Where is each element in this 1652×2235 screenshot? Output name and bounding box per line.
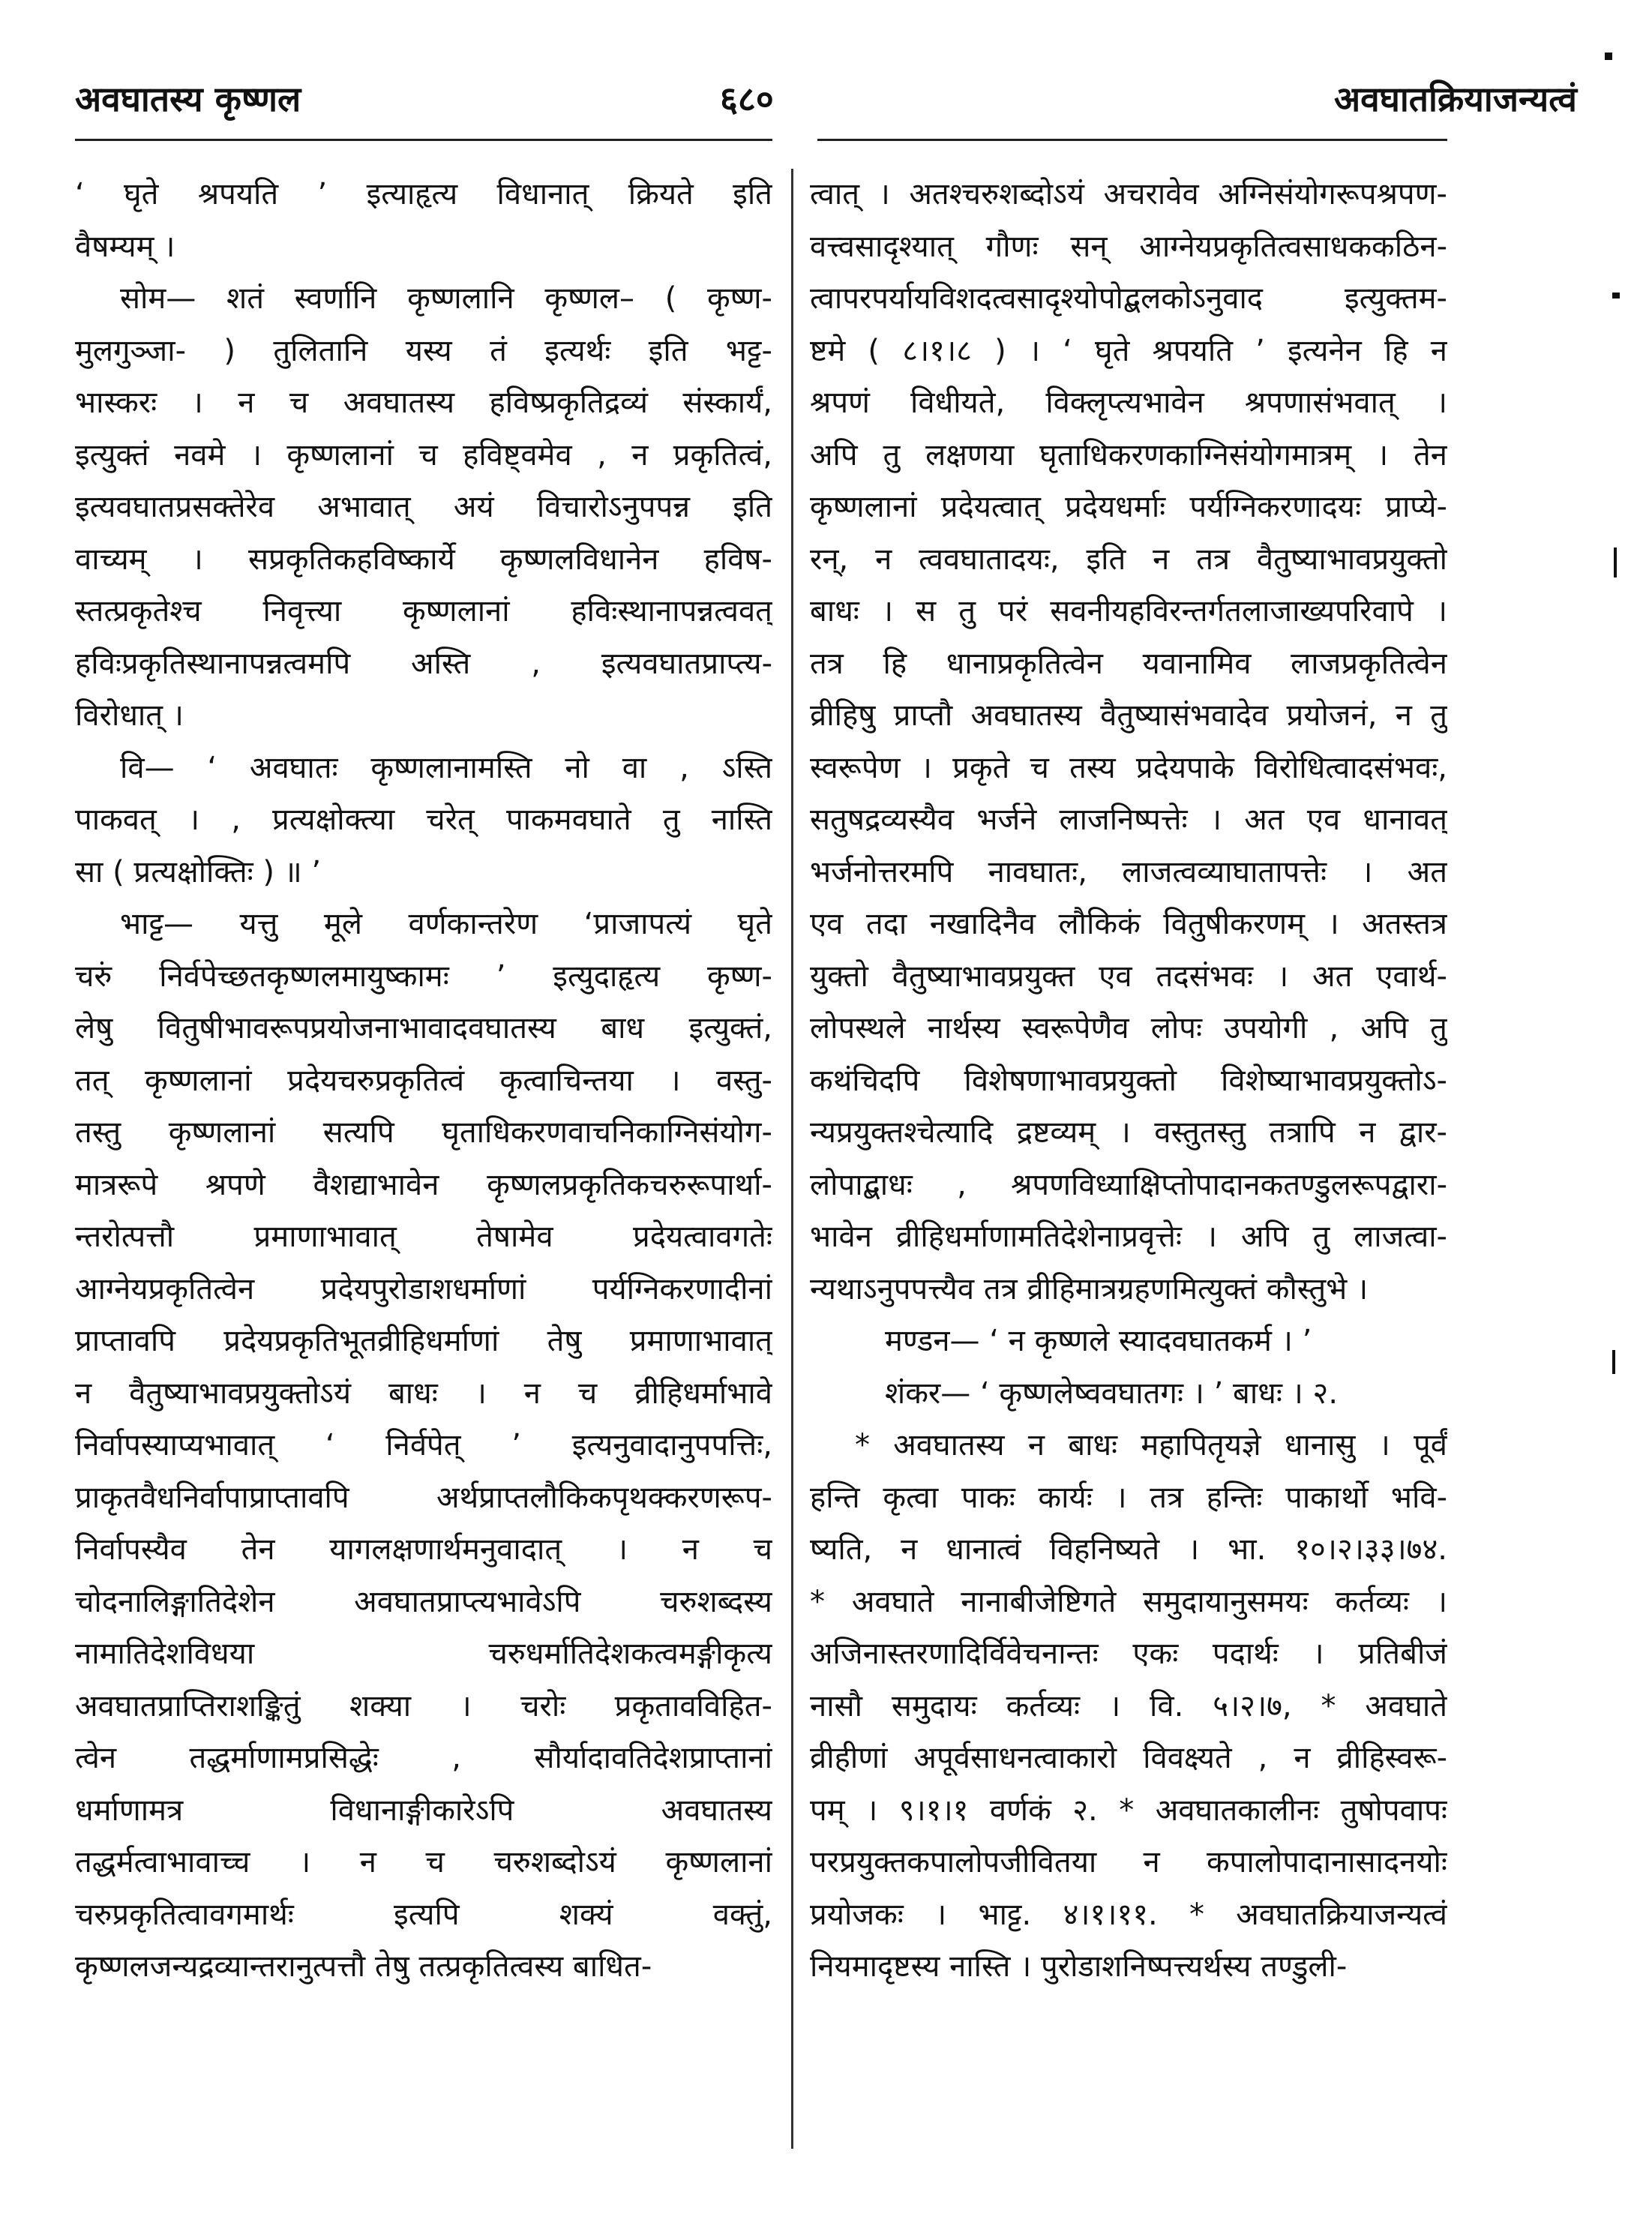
right-text-line: अजिनास्तरणादिर्विवेचनान्तः एकः पदार्थः । प्रतिबीजं <box>810 1636 1447 1671</box>
right-text-line: स्वरूपेण । प्रकृते च तस्य प्रदेयपाके विरोधित्वादसंभवः, <box>810 750 1447 785</box>
left-text-line: विरोधात् । <box>75 698 184 733</box>
left-text-line: इत्यवघातप्रसक्तेरेव अभावात् अयं विचारोऽनुपपन्न इति <box>75 490 772 524</box>
right-text-line: * अवघाते नानाबीजेष्टिगते समुदायानुसमयः कर्तव्यः । <box>810 1584 1447 1619</box>
right-text-line: व्रीहिषु प्राप्तौ अवघातस्य वैतुष्यासंभवादेव प्रयोजनं, न तु <box>810 698 1447 733</box>
left-text-line: भास्करः । न च अवघातस्य हविष्प्रकृतिद्रव्यं संस्कार्यं, <box>75 386 772 420</box>
left-text-line: अवघातप्राप्तिराशङ्कितुं शक्या । चरोः प्रकृतावविहित- <box>75 1688 772 1724</box>
right-text-line: युक्तो वैतुष्याभावप्रयुक्त एव तदसंभवः । अत एवार्थ- <box>810 958 1447 994</box>
left-text-line: तत् कृष्णलानां प्रदेयचरुप्रकृतित्वं कृत्वाचिन्तया । वस्तु- <box>75 1063 772 1098</box>
left-text-line: न वैतुष्याभावप्रयुक्तोऽयं बाधः । न च व्रीहिधर्माभावे <box>75 1376 772 1411</box>
right-text-line: परप्रयुक्तकपालोपजीवितया न कपालोपादानासादनयोः <box>810 1845 1447 1880</box>
left-text-line: तस्तु कृष्णलानां सत्यपि घृताधिकरणवाचनिकाग्निसंयोग- <box>75 1115 772 1150</box>
right-text-line: ष्टमे ( ८।१।८ ) । ‘ घृते श्रपयति ’ इत्यनेन हि न <box>810 333 1447 368</box>
left-text-line: नामातिदेशविधया चरुधर्मातिदेशकत्वमङ्गीकृत्य <box>75 1636 772 1671</box>
margin-mark <box>1612 1350 1615 1374</box>
page-number: ६८० <box>720 79 774 119</box>
left-text-line: धर्माणामत्र विधानाङ्गीकारेऽपि अवघातस्य <box>75 1792 772 1828</box>
left-text-line: मात्ररूपे श्रपणे वैशद्याभावेन कृष्णलप्रकृतिकचरुरूपार्था- <box>75 1167 772 1202</box>
left-text-line: मुलगुञ्जा- ) तुलितानि यस्य तं इत्यर्थः इति भट्ट- <box>75 333 772 368</box>
left-text-line: ‘ घृते श्रपयति ’ इत्याहृत्य विधानात् क्रियते इति <box>75 177 772 212</box>
left-text-line: चोदनालिङ्गातिदेशेन अवघातप्राप्त्यभावेऽपि चरुशब्दस्य <box>75 1584 772 1619</box>
right-text-line: शंकर— ‘ कृष्णलेष्ववघातगः । ’ बाधः । २. <box>885 1376 1339 1411</box>
right-text-line: कथंचिदपि विशेषणाभावप्रयुक्तो विशेष्याभावप्रयुक्तोऽ- <box>810 1063 1447 1098</box>
right-text-line: व्रीहीणां अपूर्वसाधनत्वाकारो विवक्ष्यते , न व्रीहिस्वरू- <box>810 1741 1447 1775</box>
right-text-line: न्यप्रयुक्तश्चेत्यादि द्रष्टव्यम् । वस्तुतस्तु तत्रापि न द्वार- <box>810 1115 1447 1150</box>
right-text-line: अपि तु लक्षणया घृताधिकरणकाग्निसंयोगमात्रम् । तेन <box>810 437 1447 472</box>
left-text-line: न्तरोत्पत्तौ प्रमाणाभावात् तेषामेव प्रदेयत्वावगतेः <box>75 1220 772 1254</box>
right-column <box>810 169 1447 1994</box>
header-rule-left <box>75 139 772 141</box>
left-text-line: लेषु वितुषीभावरूपप्रयोजनाभावादवघातस्य बाध इत्युक्तं, <box>75 1011 772 1046</box>
left-text-line: भाट्ट— यत्तु मूले वर्णकान्तरेण ‘प्राजापत्यं घृते <box>120 907 772 941</box>
running-head-left: अवघातस्य कृष्णल <box>75 79 301 119</box>
right-text-line: कृष्णलानां प्रदेयत्वात् प्रदेयधर्माः पर्यग्निकरणादयः प्राप्ये- <box>810 490 1447 524</box>
right-text-line: तत्र हि धानाप्रकृतित्वेन यवानामिव लाजप्रकृतित्वेन <box>810 646 1447 681</box>
left-text-line: चरुं निर्वपेच्छतकृष्णलमायुष्कामः ’ इत्युदाहृत्य कृष्ण- <box>75 958 772 994</box>
left-text-line: इत्युक्तं नवमे । कृष्णलानां च हविष्ट्वमेव , न प्रकृतित्वं, <box>75 437 772 472</box>
running-head-right: अवघातक्रियाजन्यत्वं <box>1333 79 1577 119</box>
left-text-line: वि— ‘ अवघातः कृष्णलानामस्ति नो वा , ऽस्ति <box>120 750 772 785</box>
left-text-line: वैषम्यम् । <box>75 229 175 264</box>
right-text-line: नियमादृष्टस्य नास्ति । पुरोडाशनिष्पत्त्यर्थस्य तण्डुली- <box>810 1949 1348 1984</box>
left-text-line: पाकवत् । , प्रत्यक्षोक्त्या चरेत् पाकमवघाते तु नास्ति <box>75 802 772 837</box>
margin-mark <box>1612 292 1620 298</box>
header-rule-right <box>817 139 1447 141</box>
left-text-line: कृष्णलजन्यद्रव्यान्तरानुत्पत्तौ तेषु तत्प्रकृतित्वस्य बाधित- <box>75 1949 652 1984</box>
left-text-line: प्राप्तावपि प्रदेयप्रकृतिभूतव्रीहिधर्माणां तेषु प्रमाणाभावात् <box>75 1324 772 1358</box>
left-text-line: स्तत्प्रकृतेश्च निवृत्त्या कृष्णलानां हविःस्थानापन्नत्ववत् <box>75 594 772 628</box>
right-text-line: वत्त्वसादृश्यात् गौणः सन् आग्नेयप्रकृतित्वसाधककठिन- <box>810 229 1447 264</box>
right-text-line: श्रपणं विधीयते, विक्लृप्त्यभावेन श्रपणासंभवात् । <box>810 386 1447 420</box>
left-column <box>75 169 772 1994</box>
margin-mark <box>1605 52 1612 60</box>
right-text-line: पम् । ९।१।१ वर्णकं २. * अवघातकालीनः तुषोपवापः <box>810 1792 1447 1828</box>
right-text-line: लोपस्थले नार्थस्य स्वरूपेणैव लोपः उपयोगी , अपि तु <box>810 1011 1447 1046</box>
right-text-line: हन्ति कृत्वा पाकः कार्यः । तत्र हन्तिः पाकार्थो भवि- <box>810 1480 1447 1515</box>
left-text-line: सा ( प्रत्यक्षोक्तिः ) ॥ ’ <box>75 854 322 890</box>
left-text-line: आग्नेयप्रकृतित्वेन प्रदेयपुरोडाशधर्माणां पर्यग्निकरणादीनां <box>75 1271 772 1306</box>
right-text-line: भावेन व्रीहिधर्माणामतिदेशेनाप्रवृत्तेः । अपि तु लाजत्वा- <box>810 1220 1447 1254</box>
right-text-line: ष्यति, न धानात्वं विहनिष्यते । भा. १०।२।३३।७४. <box>810 1532 1447 1567</box>
right-text-line: भर्जनोत्तरमपि नावघातः, लाजत्वव्याघातापत्तेः । अत <box>810 854 1447 890</box>
left-text-line: सोम— शतं स्वर्णानि कृष्णलानि कृष्णल– ( कृष्ण- <box>120 281 772 316</box>
right-text-line: नासौ समुदायः कर्तव्यः । वि. ५।२।७, * अवघाते <box>810 1688 1447 1724</box>
left-text-line: हविःप्रकृतिस्थानापन्नत्वमपि अस्ति , इत्यवघातप्राप्त्य- <box>75 646 772 681</box>
right-text-line: प्रयोजकः । भाट्ट. ४।१।११. * अवघातक्रियाजन्यत्वं <box>810 1897 1447 1932</box>
left-text-line: चरुप्रकृतित्वावगमार्थः इत्यपि शक्यं वक्तुं, <box>75 1897 772 1932</box>
right-text-line: बाधः । स तु परं सवनीयहविरन्तर्गतलाजाख्यपरिवापे । <box>810 594 1447 628</box>
left-text-line: वाच्यम् । सप्रकृतिकहविष्कार्ये कृष्णलविधानेन हविष- <box>75 542 772 577</box>
right-text-line: लोपाद्बाधः , श्रपणविध्याक्षिप्तोपादानकतण्डुलरूपद्वारा- <box>810 1167 1447 1202</box>
left-text-line: निर्वापस्याप्यभावात् ‘ निर्वपेत् ’ इत्यनुवादानुपपत्तिः, <box>75 1428 772 1462</box>
right-text-line: रन्, न त्ववघातादयः, इति न तत्र वैतुष्याभावप्रयुक्तो <box>810 542 1447 577</box>
left-text-line: त्वेन तद्धर्माणामप्रसिद्धेः , सौर्यादावतिदेशप्राप्तानां <box>75 1741 772 1775</box>
right-text-line: त्वापरपर्यायविशदत्वसादृश्योपोद्बलकोऽनुवाद इत्युक्तम- <box>810 281 1447 316</box>
right-text-line: सतुषद्रव्यस्यैव भर्जने लाजनिष्पत्तेः । अत एव धानावत् <box>810 802 1447 837</box>
right-text-line: त्वात् । अतश्चरुशब्दोऽयं अचरावेव अग्निसंयोगरूपश्रपण- <box>810 177 1447 212</box>
left-text-line: तद्धर्मत्वाभावाच्च । न च चरुशब्दोऽयं कृष्णलानां <box>75 1845 772 1880</box>
column-divider <box>791 169 793 2149</box>
right-text-line: न्यथाऽनुपपत्त्यैव तत्र व्रीहिमात्रग्रहणमित्युक्तं कौस्तुभे । <box>810 1271 1369 1306</box>
right-text-line: * अवघातस्य न बाधः महापितृयज्ञे धानासु । पूर्वं <box>855 1428 1447 1462</box>
right-text-line: एव तदा नखादिनैव लौकिकं वितुषीकरणम् । अतस्तत्र <box>810 907 1447 941</box>
left-text-line: प्राकृतवैधनिर्वापाप्राप्तावपि अर्थप्राप्तलौकिकपृथक्करणरूप- <box>75 1480 772 1515</box>
margin-mark <box>1614 548 1617 578</box>
left-text-line: निर्वापस्यैव तेन यागलक्षणार्थमनुवादात् । न च <box>75 1532 772 1567</box>
right-text-line: मण्डन— ‘ न कृष्णले स्यादवघातकर्म । ’ <box>885 1324 1312 1358</box>
